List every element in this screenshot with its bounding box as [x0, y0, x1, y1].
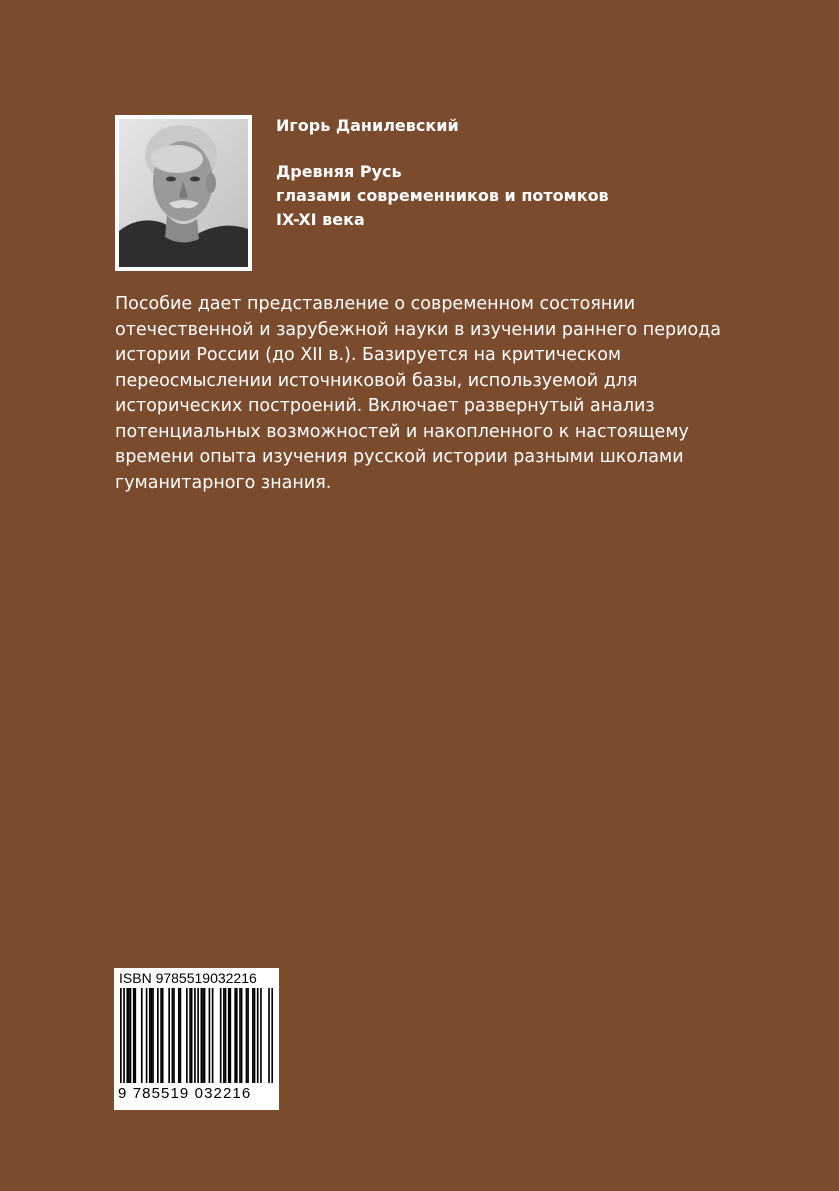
barcode-bar — [228, 988, 230, 1083]
barcode-bar — [130, 988, 132, 1083]
barcode-bar — [209, 988, 211, 1083]
barcode-bar — [247, 988, 249, 1083]
barcode-bar — [152, 988, 154, 1083]
isbn-digits: 9 785519 032216 — [118, 1085, 252, 1102]
author-photo — [115, 115, 252, 271]
barcode-bar — [180, 988, 182, 1083]
barcode-bar — [134, 988, 136, 1083]
book-title-line-2: глазами современников и потомков — [276, 186, 609, 205]
barcode-bar — [197, 988, 199, 1083]
author-name: Игорь Данилевский — [276, 116, 459, 135]
isbn-label: ISBN 9785519032216 — [119, 970, 257, 986]
barcode-bar — [234, 988, 236, 1083]
barcode-bar — [212, 988, 214, 1083]
barcode-bar — [239, 988, 241, 1083]
barcode-bar — [246, 988, 248, 1083]
barcode-bar — [157, 988, 159, 1083]
barcode-bar — [230, 988, 232, 1083]
barcode-bar — [241, 988, 243, 1083]
barcode-bar — [146, 988, 148, 1083]
barcode-bar — [149, 988, 151, 1083]
barcode-bar — [141, 988, 143, 1083]
barcode-bar — [260, 988, 262, 1083]
barcode-bar — [120, 988, 122, 1083]
barcode-bar — [252, 988, 254, 1083]
barcode-bar — [191, 988, 193, 1083]
barcode-bar — [271, 988, 273, 1083]
isbn-barcode-block — [114, 968, 279, 1110]
barcode-bar — [194, 988, 196, 1083]
barcode-bar — [189, 988, 191, 1083]
book-title-line-3: IX-XI века — [276, 210, 365, 229]
barcode-bar — [201, 988, 203, 1083]
barcode-bar — [151, 988, 153, 1083]
author-portrait-image — [119, 119, 248, 267]
barcode-bar — [128, 988, 130, 1083]
barcode-bar — [186, 988, 188, 1083]
barcode-bar — [160, 988, 162, 1083]
barcode-bar — [133, 988, 135, 1083]
barcode-bar — [168, 988, 170, 1083]
barcode-bar — [223, 988, 225, 1083]
barcode-bar — [173, 988, 175, 1083]
barcode-bar — [257, 988, 259, 1083]
barcode-bar — [202, 988, 204, 1083]
barcode-bar — [126, 988, 128, 1083]
barcode-bar — [236, 988, 238, 1083]
barcode-bar — [225, 988, 227, 1083]
book-title — [276, 160, 796, 232]
barcode-bar — [268, 988, 270, 1083]
barcode-bar — [178, 988, 180, 1083]
barcode-icon — [120, 988, 273, 1083]
barcode-bar — [204, 988, 206, 1083]
book-title-line-1: Древняя Русь — [276, 162, 402, 181]
book-description: Пособие дает представление о современном состоянии отечественной и зарубежной науки в изучении раннего периода истории России (до XII в.). Базируется на критическом переосмыслении источниковой базы, используемой для исторических построений. Включает развернутый анализ потенциальных возможностей и накопленного к настоящему времени опыта изучения русской истории разными школами гуманитарного знания. — [115, 294, 721, 493]
barcode-bar — [172, 988, 174, 1083]
barcode-bar — [254, 988, 256, 1083]
barcode-bar — [162, 988, 164, 1083]
barcode-bar — [123, 988, 125, 1083]
header-block — [276, 114, 796, 232]
barcode-bar — [220, 988, 222, 1083]
